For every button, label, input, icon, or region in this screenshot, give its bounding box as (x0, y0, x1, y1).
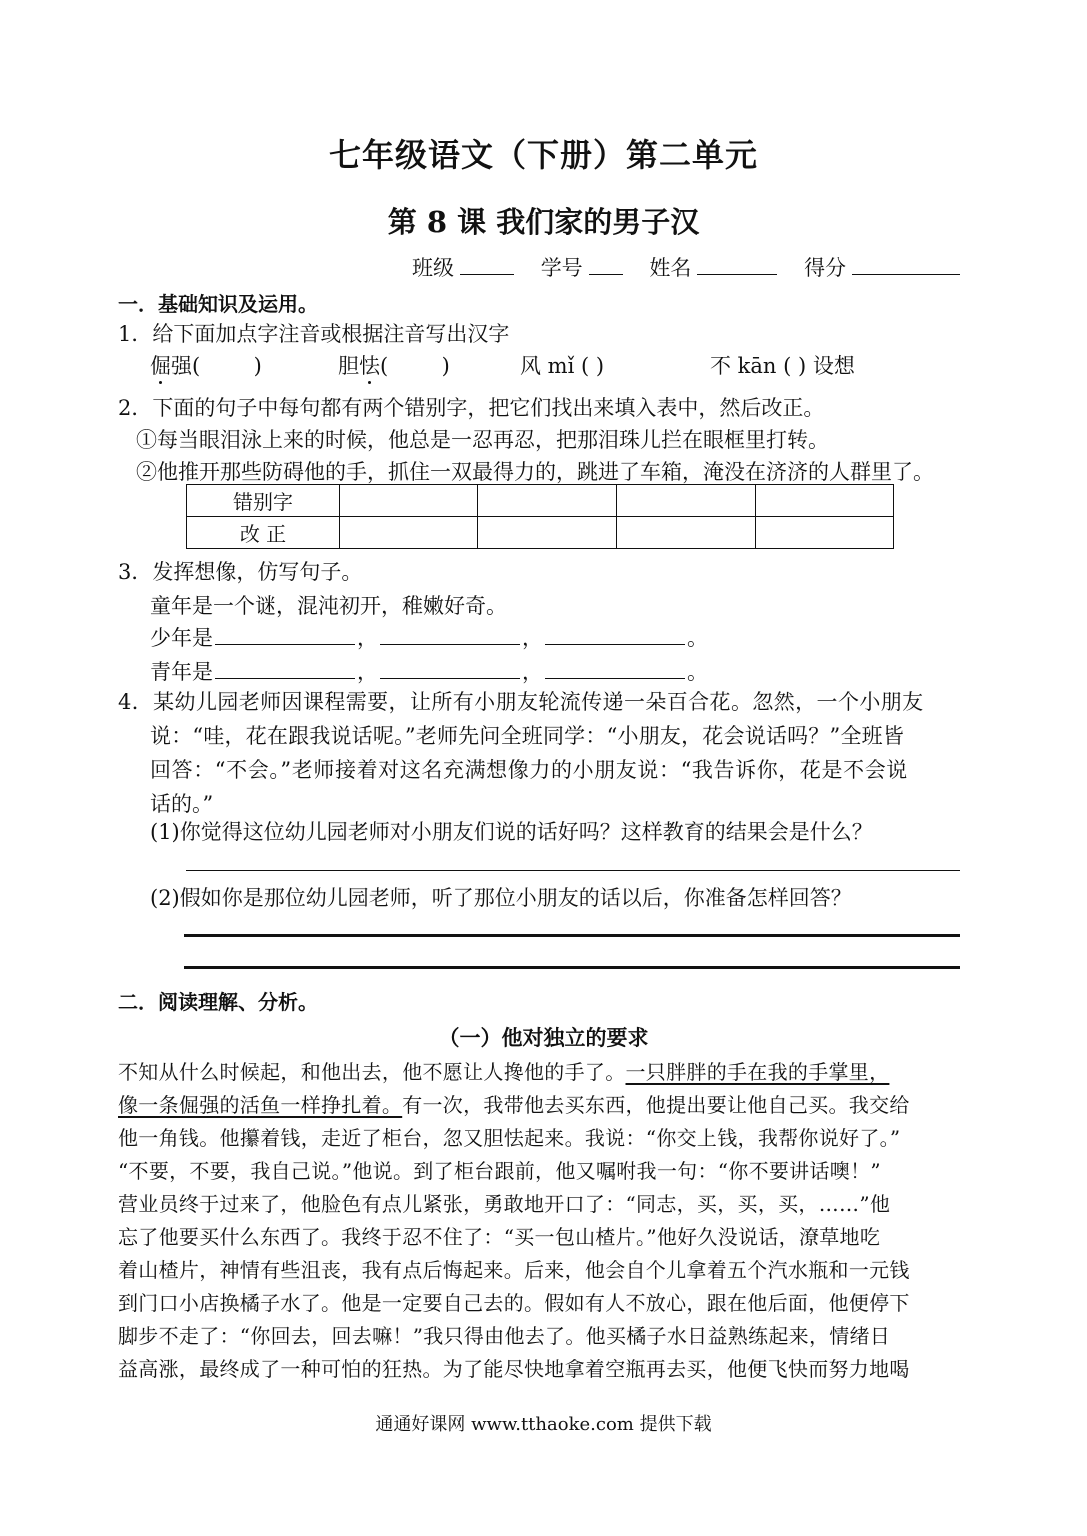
number-label: 学号 (540, 256, 583, 280)
period: 。 (687, 626, 708, 650)
q3-example: 童年是一个谜，混沌初开，稚嫩好奇。 (150, 594, 507, 618)
dotted-char: 怯 (359, 354, 380, 378)
answer-line[interactable] (186, 870, 960, 871)
passage-line-9: 脚步不走了：“你回去，回去嘛！”我只得由他去了。他买橘子水日益熟练起来，情绪日 (118, 1324, 891, 1348)
name-blank[interactable] (697, 256, 777, 275)
table-cell[interactable] (340, 517, 478, 549)
comma: ， (357, 660, 378, 684)
section1-heading: 一．基础知识及运用。 (118, 292, 318, 316)
q4-line-1: 4．某幼儿园老师因课程需要，让所有小朋友轮流传递一朵百合花。忽然，一个小朋友 (118, 690, 924, 714)
q4-line-3: 回答：“不会。”老师接着对这名充满想像力的小朋友说：“我告诉你，花是不会说 (150, 758, 908, 782)
q3-prompt: 3．发挥想像，仿写句子。 (118, 560, 363, 584)
footer-credit: 通通好课网 www.tthaoke.com 提供下载 (375, 1414, 712, 1435)
q3-line-1-label: 少年是 (150, 626, 213, 650)
answer-line[interactable] (184, 934, 960, 937)
class-label: 班级 (412, 256, 454, 280)
q2-prompt: 2．下面的句子中每句都有两个错别字，把它们找出来填入表中，然后改正。 (118, 396, 825, 420)
q3-line-2 (150, 656, 708, 686)
passage-line-4: “不要，不要，我自己说。”他说。到了柜台跟前，他又嘱咐我一句：“你不要讲话噢！” (118, 1159, 881, 1183)
q2-sentence-2: ②他推开那些防碍他的手，抓住一双最得力的，跳进了车箱，淹没在济济的人群里了。 (136, 460, 934, 484)
q4-line-2: 说：“哇，花在跟我说话呢。”老师先问全班同学：“小朋友，花会说话吗？”全班皆 (150, 724, 905, 748)
table-cell[interactable] (756, 517, 894, 549)
q1-item-1: 倔强( ) (150, 354, 262, 378)
section2-heading: 二．阅读理解、分析。 (118, 990, 318, 1014)
passage-line-7: 着山楂片，神情有些沮丧，我有点后悔起来。后来，他会自个儿拿着五个汽水瓶和一元钱 (118, 1258, 910, 1282)
class-blank[interactable] (460, 256, 514, 275)
underlined-text: 一只胖胖的手在我的手掌里， (625, 1060, 890, 1084)
underlined-text: 像一条倔强的活鱼一样挣扎着。 (118, 1093, 403, 1117)
table-cell[interactable] (478, 485, 617, 517)
comma: ， (357, 626, 378, 650)
dotted-char: 倔 (150, 354, 171, 378)
page-title: 七年级语文（下册）第二单元 (328, 136, 758, 174)
answer-line[interactable] (184, 966, 960, 969)
q3-line-2-label: 青年是 (150, 660, 213, 684)
q2-sentence-1: ①每当眼泪泳上来的时候，他总是一忍再忍，把那泪珠儿拦在眼框里打转。 (136, 428, 829, 452)
name-label: 姓名 (649, 256, 692, 280)
passage-line-5: 营业员终于过来了，他脸色有点儿紧张，勇敢地开口了：“同志，买，买，买，……”他 (118, 1192, 891, 1216)
passage-line-1 (118, 1056, 889, 1085)
answer-blank[interactable] (380, 626, 520, 645)
answer-blank[interactable] (215, 626, 355, 645)
q1-item-2: 胆怯( ) (338, 354, 450, 378)
q4-sub-1: (1)你觉得这位幼儿园老师对小朋友们说的话好吗？这样教育的结果会是什么？ (150, 820, 873, 844)
answer-blank[interactable] (545, 660, 685, 679)
lesson-title: 第 8 课 我们家的男子汉 (387, 205, 700, 239)
comma: ， (522, 626, 543, 650)
score-label: 得分 (804, 256, 847, 280)
student-info-row (412, 252, 966, 282)
passage-title: （一）他对独立的要求 (438, 1025, 649, 1050)
score-blank[interactable] (852, 256, 960, 275)
q1-item-3: 风 mǐ ( ) (520, 354, 605, 378)
comma: ， (522, 660, 543, 684)
table-cell[interactable] (617, 517, 756, 549)
q4-line-4: 话的。” (150, 792, 214, 816)
table-cell[interactable] (340, 485, 478, 517)
number-blank[interactable] (589, 256, 623, 275)
answer-blank[interactable] (215, 660, 355, 679)
table-row-label-errors: 错别字 (187, 485, 340, 517)
answer-blank[interactable] (380, 660, 520, 679)
passage-line-2 (118, 1089, 910, 1118)
passage-line-6: 忘了他要买什么东西了。我终于忍不住了：“买一包山楂片。”他好久没说话，潦草地吃 (118, 1225, 881, 1249)
passage-line-3: 他一角钱。他攥着钱，走近了柜台，忽又胆怯起来。我说：“你交上钱，我帮你说好了。” (118, 1126, 901, 1150)
line-text: 有一次，我带他去买东西，他提出要让他自己买。我交给 (402, 1093, 910, 1117)
correction-table (186, 484, 894, 549)
table-cell[interactable] (617, 485, 756, 517)
q4-sub-2: (2)假如你是那位幼儿园老师，听了那位小朋友的话以后，你准备怎样回答？ (150, 886, 852, 910)
period: 。 (687, 660, 708, 684)
table-cell[interactable] (478, 517, 617, 549)
passage-line-10: 益高涨，最终成了一种可怕的狂热。为了能尽快地拿着空瓶再去买，他便飞快而努力地喝 (118, 1357, 910, 1381)
q1-item-4: 不 kān ( ) 设想 (710, 354, 855, 378)
table-cell[interactable] (756, 485, 894, 517)
table-row-label-corrections: 改 正 (187, 517, 340, 549)
answer-blank[interactable] (545, 626, 685, 645)
line-text: 不知从什么时候起，和他出去，他不愿让人搀他的手了。 (118, 1060, 626, 1084)
q3-line-1 (150, 622, 708, 652)
passage-line-8: 到门口小店换橘子水了。他是一定要自己去的。假如有人不放心，跟在他后面，他便停下 (118, 1291, 910, 1315)
q1-prompt: 1．给下面加点字注音或根据注音写出汉字 (118, 322, 510, 346)
